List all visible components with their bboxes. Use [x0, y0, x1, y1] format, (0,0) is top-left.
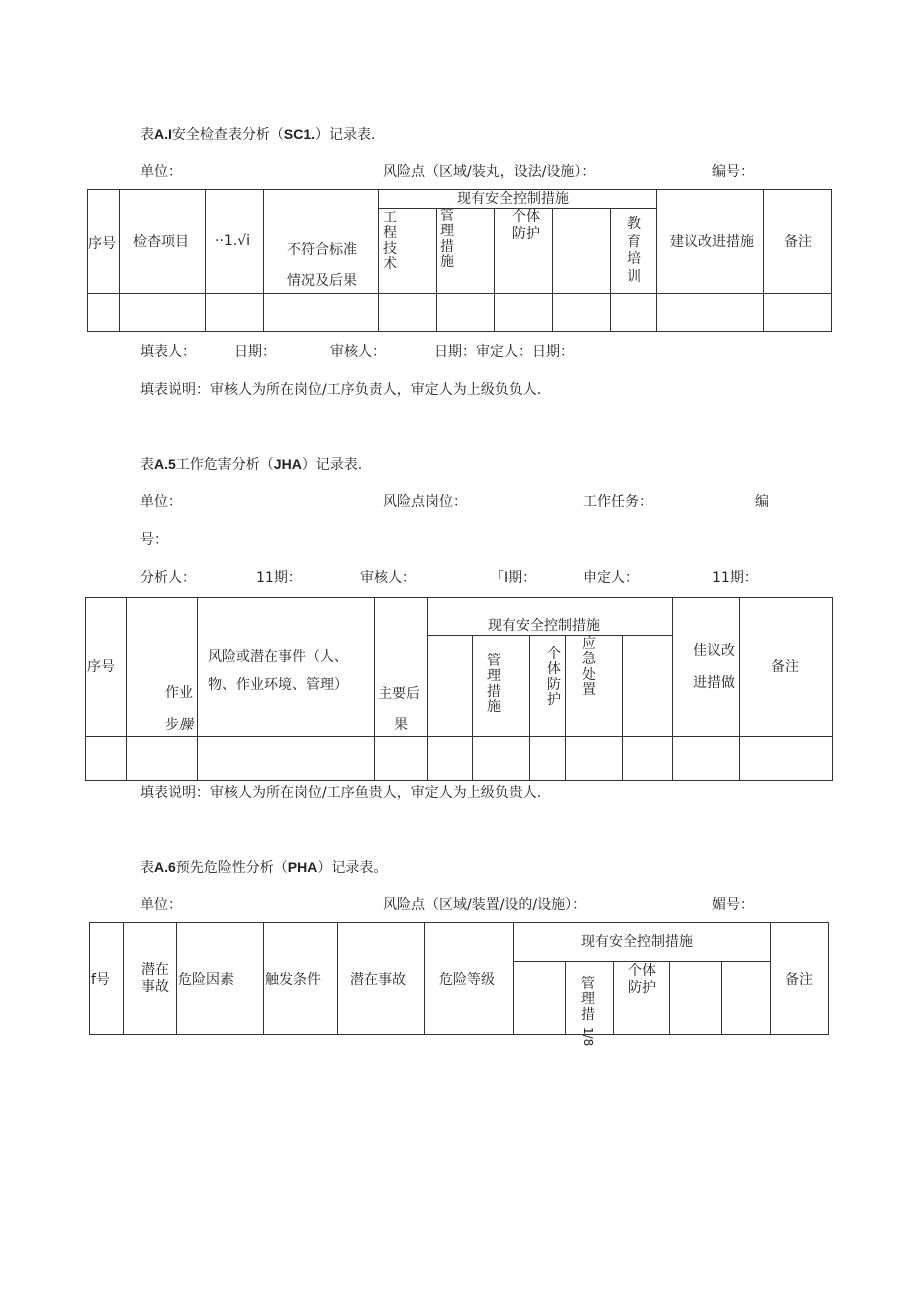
t1-h-seq: 序号	[88, 236, 116, 252]
table1-number-label: 编号：	[712, 164, 754, 180]
table1-sign-date2: 日期：审定人：日期：	[434, 344, 574, 360]
table1-sign-filler: 填表人：	[140, 344, 196, 360]
t3-h-trigger: 触发条件	[265, 972, 321, 988]
t2-h-suggest1: 佳议改	[693, 643, 735, 659]
t1-h-remark: 备注	[784, 234, 812, 250]
t3-h-hazard: 危险因素	[178, 972, 234, 988]
table2-unit-label: 单位：	[140, 494, 182, 510]
t2-h-measures: 现有安全控制措施	[488, 618, 600, 634]
t2-h-main1: 主要后	[378, 686, 420, 702]
table1-note: 填表说明：审核人为所在岗位/工序负责人，审定人为上级负负人.	[140, 382, 542, 398]
t3-h-potential2: 事故	[141, 979, 169, 995]
table2-reviewer-label: 审核人：	[360, 570, 416, 586]
table1-unit-label: 单位：	[140, 164, 182, 180]
t2-h-step1: 作业	[165, 685, 193, 701]
t2-h-step: 步臊	[165, 717, 193, 733]
table1-sign-date1: 日期：	[234, 344, 276, 360]
table3-number-label: 媚号：	[712, 897, 754, 913]
t3-h-ppe: 个体防护	[628, 963, 656, 996]
table1-lines	[87, 189, 832, 332]
table2-number-b: 号：	[140, 532, 168, 548]
t2-h-seq: 序号	[87, 659, 115, 675]
table2-title: 表A.5工作危害分析（JHA）记录表.	[140, 456, 363, 473]
t3-h-mgmt: 管理措	[581, 976, 595, 1023]
table2-post-label: 风险点岗位：	[383, 494, 467, 510]
t3-h-remark: 备注	[785, 972, 813, 988]
table2-grid	[85, 597, 833, 781]
t2-h-suggest2: 进措做	[693, 675, 735, 691]
t1-h-item: 检杳项目	[133, 234, 189, 250]
table1-grid	[87, 189, 832, 332]
t3-h-mgmt-rot: 1/8	[581, 1027, 595, 1047]
t1-h-measures: 现有安全控制措施	[457, 191, 569, 207]
t1-h-edu: 教育培训	[627, 216, 641, 285]
table2-date3-label: 11期：	[712, 570, 758, 586]
t1-h-mgmt: 管理措施	[440, 208, 454, 271]
t2-h-main2: 果	[394, 717, 408, 733]
t3-h-potential1: 潜在	[141, 962, 169, 978]
table2-note: 填表说明：审核人为所在岗位/工序鱼贵人，审定人为上级负贵人.	[140, 785, 542, 801]
table2-task-label: 工作任务：	[583, 494, 653, 510]
t1-h-nonconform2: 情况及后果	[287, 273, 357, 289]
t1-h-nonconform: 不符合标准	[287, 242, 357, 258]
t1-h-std: ··1.√i	[215, 233, 251, 249]
t2-h-remark: 备注	[771, 659, 799, 675]
t2-h-risk2: 物、作业环境、管理）	[208, 677, 348, 693]
t1-h-eng: 工程技术	[383, 210, 397, 273]
t1-h-ppe: 个体防护	[512, 209, 540, 242]
t2-h-mgmt: 管理措施	[487, 653, 501, 716]
t2-h-risk1: 风险或潜在事件（人、	[208, 649, 348, 665]
t2-h-ppe: 个体防护	[547, 646, 561, 709]
table1-sign-reviewer: 审核人：	[330, 344, 386, 360]
table2-approver-label: 申定人：	[583, 570, 639, 586]
t3-h-measures: 现有安全控制措施	[581, 934, 693, 950]
table2-number-a: 编	[755, 494, 769, 510]
t3-h-level: 危险等级	[439, 972, 495, 988]
t3-h-seq: f号	[91, 972, 110, 988]
t2-h-emerg: 应急处置	[582, 636, 596, 699]
table3-unit-label: 单位：	[140, 897, 182, 913]
t1-h-suggest: 建议改进措施	[670, 234, 754, 250]
table2-date2-label: 「I期：	[490, 570, 537, 586]
table2-analyst-label: 分析人：	[140, 570, 196, 586]
t3-h-accident: 潜在事故	[350, 972, 406, 988]
table2-date1-label: 11期：	[256, 570, 302, 586]
table1-risk-point-label: 风险点（区域/装丸，设法/设施）：	[383, 164, 596, 180]
table3-title: 表A.6预先危险性分析（PHA）记录表。	[140, 859, 388, 876]
table3-grid	[89, 922, 829, 1047]
table1-title: 表A.I安全检查表分析（SC1.）记录表.	[140, 126, 376, 143]
table3-risk-point-label: 风险点（区域/装置/设的/设施）：	[383, 897, 587, 913]
